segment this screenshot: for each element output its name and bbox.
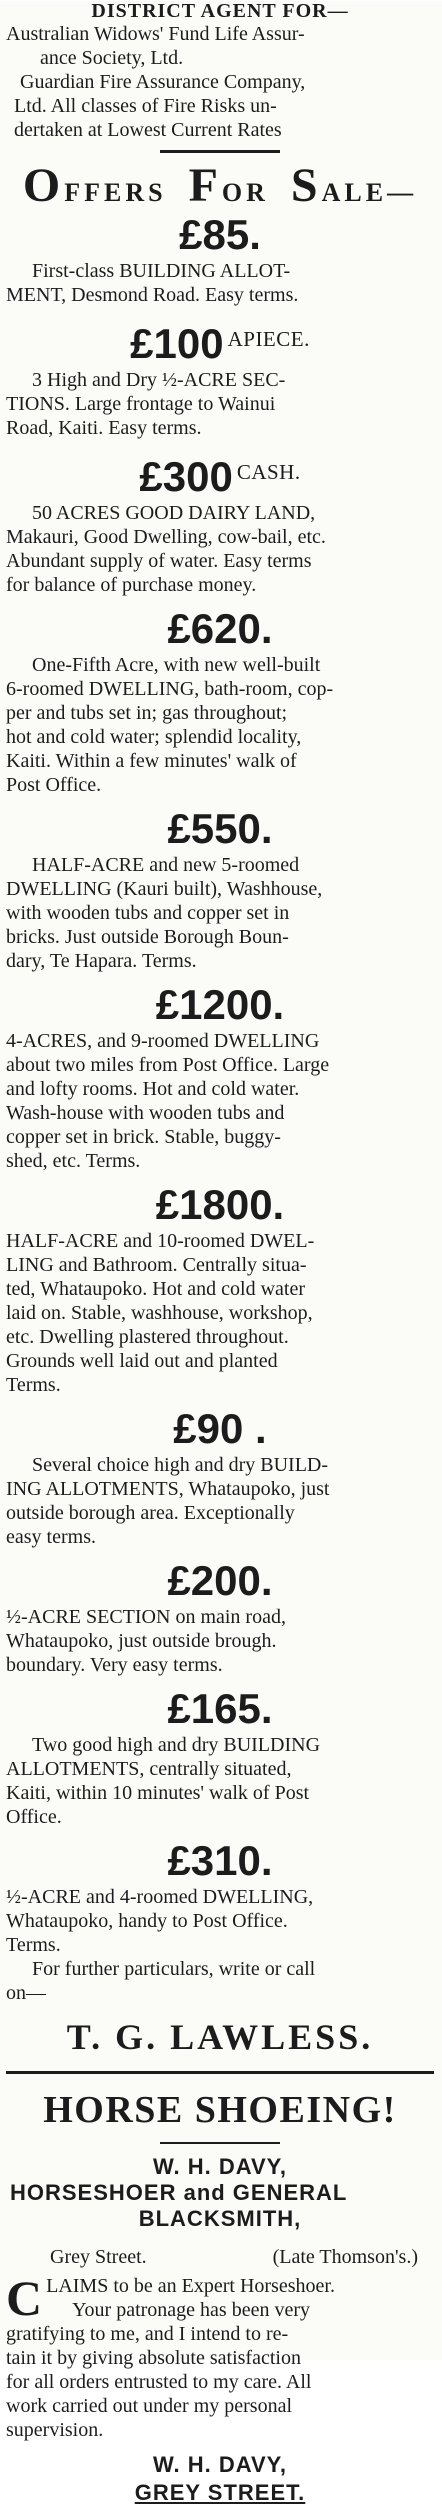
listing-line: Wash-house with wooden tubs and	[6, 1102, 285, 1124]
spacer	[6, 797, 434, 805]
listing-body	[6, 1453, 434, 1549]
listing-line: MENT, Desmond Road. Easy terms.	[6, 284, 299, 306]
spacer	[6, 1829, 434, 1837]
horse-line: work carried out under my personal	[6, 2395, 293, 2417]
agent-line: Ltd. All classes of Fire Risks un-	[14, 95, 277, 117]
listing-line: Grounds well laid out and planted	[6, 1350, 278, 1372]
price-value: £100	[130, 320, 224, 367]
listing-line: ½-ACRE and 4-roomed DWELLING,	[6, 1886, 314, 1908]
listing-price	[6, 805, 434, 853]
listing-body	[6, 653, 434, 797]
heading-initial: O	[22, 159, 65, 212]
offers-for-sale-heading	[6, 157, 434, 211]
spacer	[6, 597, 434, 605]
listing-line: HALF-ACRE and 10-roomed DWEL-	[6, 1230, 315, 1252]
listing	[6, 1405, 434, 1549]
listing	[6, 1181, 434, 1397]
agent-line: Australian Widows' Fund Life Assur-	[6, 23, 305, 45]
trade-line	[6, 2180, 434, 2206]
horse-line: supervision.	[6, 2419, 104, 2441]
listing-body	[6, 501, 434, 597]
listing-line: for balance of purchase money.	[6, 574, 257, 596]
listing-body	[6, 368, 434, 440]
price-value: £1200.	[155, 981, 285, 1028]
listing-body	[6, 1229, 434, 1397]
listing-line: with wooden tubs and copper set in	[6, 902, 290, 924]
horse-line: tain it by giving absolute satisfaction	[6, 2347, 301, 2369]
signature-name: W. H. DAVY,	[152, 2452, 288, 2477]
listing-line: on—	[6, 1982, 46, 2004]
price-value: £300	[139, 453, 233, 500]
listing-price	[6, 981, 434, 1029]
address-row	[6, 2244, 434, 2270]
divider	[160, 2142, 280, 2144]
listing-line: TIONS. Large frontage to Wainui	[6, 393, 276, 415]
horse-line: gratifying to me, and I intend to re-	[6, 2323, 289, 2345]
price-value: £1800.	[155, 1181, 285, 1228]
listing-line: boundary. Very easy terms.	[6, 1654, 223, 1676]
proprietor-name: W. H. DAVY,	[152, 2154, 288, 2179]
listing-price	[6, 605, 434, 653]
listing-line: Abundant supply of water. Easy terms	[6, 550, 312, 572]
listing-line: HALF-ACRE and new 5-roomed	[32, 854, 300, 876]
listing-line: etc. Dwelling plastered throughout.	[6, 1326, 289, 1348]
listing-line: about two miles from Post Office. Large	[6, 1054, 330, 1076]
listing-price	[6, 1557, 434, 1605]
listing-line: per and tubs set in; gas throughout;	[6, 702, 288, 724]
listing-line: Post Office.	[6, 774, 102, 796]
listing	[6, 211, 434, 307]
agent-line: dertaken at Lowest Current Rates	[14, 119, 282, 141]
spacer	[6, 1677, 434, 1685]
spacer	[6, 1397, 434, 1405]
spacer	[6, 1549, 434, 1557]
listing	[6, 805, 434, 973]
listing-line: Terms.	[6, 1934, 61, 1956]
agent-heading: DISTRICT AGENT FOR—	[91, 0, 349, 22]
signature-street: GREY STREET.	[134, 2480, 306, 2505]
listing-price	[6, 448, 434, 501]
price-value: £85.	[179, 211, 261, 258]
listing-line: easy terms.	[6, 1526, 96, 1548]
listing-line: 3 High and Dry ½-ACRE SEC-	[32, 369, 286, 391]
horse-line: LAIMS to be an Expert Horseshoer.	[46, 2275, 335, 2297]
price-value: £550.	[167, 805, 273, 852]
listing-line: copper set in brick. Stable, buggy-	[6, 1126, 281, 1148]
listing-line: LING and Bathroom. Centrally situa-	[6, 1254, 307, 1276]
listing-line: Two good high and dry BUILDING	[32, 1734, 321, 1756]
listing	[6, 1837, 434, 2005]
listing-line: For further particulars, write or call	[32, 1958, 316, 1980]
listing	[6, 605, 434, 797]
listing-line: DWELLING (Kauri built), Washhouse,	[6, 878, 323, 900]
drop-cap: C	[6, 2270, 43, 2326]
horse-body	[6, 2270, 434, 2442]
horse-shoeing-heading: HORSE SHOEING!	[43, 2089, 397, 2131]
listing-line: Terms.	[6, 1374, 61, 1396]
listing-line: ING ALLOTMENTS, Whataupoko, just	[6, 1478, 330, 1500]
listing-line: Office.	[6, 1806, 62, 1828]
horse-line: Your patronage has been very	[72, 2299, 311, 2321]
price-value: £165.	[167, 1685, 273, 1732]
agent-line: Guardian Fire Assurance Company,	[20, 71, 306, 93]
listing-line: shed, etc. Terms.	[6, 1150, 141, 1172]
listing-line: Kaiti, within 10 minutes' walk of Post	[6, 1782, 310, 1804]
listing-line: First-class BUILDING ALLOT-	[32, 260, 291, 282]
spacer	[6, 1173, 434, 1181]
listing-price	[6, 1405, 434, 1453]
horse-shoeing-advert	[6, 2084, 434, 2506]
listing-line: ALLOTMENTS, centrally situated,	[6, 1758, 292, 1780]
listing-body	[6, 853, 434, 973]
price-value: £620.	[167, 605, 273, 652]
price-value: £310.	[167, 1837, 273, 1884]
heading-word: OR	[221, 178, 269, 207]
trade-line-2: BLACKSMITH,	[138, 2206, 302, 2231]
listing-line: Whataupoko, just outside brough.	[6, 1630, 277, 1652]
heading-initial: S	[290, 159, 322, 212]
listing	[6, 981, 434, 1173]
listing	[6, 1685, 434, 1829]
spacer	[6, 440, 434, 448]
listing-body	[6, 1029, 434, 1173]
spacer	[6, 307, 434, 315]
listing-line: ½-ACRE SECTION on main road,	[6, 1606, 286, 1628]
heading-word: FFERS	[64, 178, 167, 207]
agent-notice	[6, 1, 434, 142]
listing-price	[6, 1181, 434, 1229]
street-address: Grey Street.	[50, 2246, 147, 2268]
listing	[6, 315, 434, 440]
listing-line: Kaiti. Within a few minutes' walk of	[6, 750, 297, 772]
price-value: £200.	[167, 1557, 273, 1604]
listing-price	[6, 1837, 434, 1885]
agent-name: T. G. LAWLESS.	[66, 2017, 374, 2057]
trade-text: HORSESHOER and GENERAL	[10, 2180, 348, 2205]
listing-line: ted, Whataupoko. Hot and cold water	[6, 1278, 305, 1300]
heading-word: ALE—	[321, 178, 418, 207]
listing-line: and lofty rooms. Hot and cold water.	[6, 1078, 300, 1100]
price-value: £90 .	[173, 1405, 267, 1452]
listing-line: laid on. Stable, washhouse, workshop,	[6, 1302, 313, 1324]
price-tag: CASH.	[236, 460, 301, 484]
listing-line: 6-roomed DWELLING, bath-room, cop-	[6, 678, 334, 700]
listing-line: Whataupoko, handy to Post Office.	[6, 1910, 288, 1932]
listing-body	[6, 259, 434, 307]
listing-price	[6, 315, 434, 368]
horse-line: for all orders entrusted to my care. All	[6, 2371, 312, 2393]
listing-line: 4-ACRES, and 9-roomed DWELLING	[6, 1030, 320, 1052]
listing-line: bricks. Just outside Borough Boun-	[6, 926, 289, 948]
property-listings	[6, 211, 434, 2005]
previous-owner: (Late Thomson's.)	[272, 2246, 418, 2268]
spacer	[6, 973, 434, 981]
listing-line: Several choice high and dry BUILD-	[32, 1454, 329, 1476]
listing-line: Road, Kaiti. Easy terms.	[6, 417, 202, 439]
divider	[160, 150, 280, 153]
listing-line: hot and cold water; splendid locality,	[6, 726, 302, 748]
listing	[6, 1557, 434, 1677]
listing-line: Makauri, Good Dwelling, cow-bail, etc.	[6, 526, 326, 548]
listing-line: 50 ACRES GOOD DAIRY LAND,	[32, 502, 316, 524]
listing-line: dary, Te Hapara. Terms.	[6, 950, 197, 972]
listing-line: One-Fifth Acre, with new well-built	[32, 654, 321, 676]
divider	[6, 2071, 434, 2074]
listing-body	[6, 1733, 434, 1829]
heading-initial: F	[188, 159, 222, 212]
listing-body	[6, 1885, 434, 2005]
listing-price	[6, 1685, 434, 1733]
listing	[6, 448, 434, 597]
listing-price	[6, 211, 434, 259]
listing-body	[6, 1605, 434, 1677]
agent-line: ance Society, Ltd.	[40, 47, 184, 69]
listing-line: outside borough area. Exceptionally	[6, 1502, 295, 1524]
price-tag: APIECE.	[227, 327, 310, 351]
